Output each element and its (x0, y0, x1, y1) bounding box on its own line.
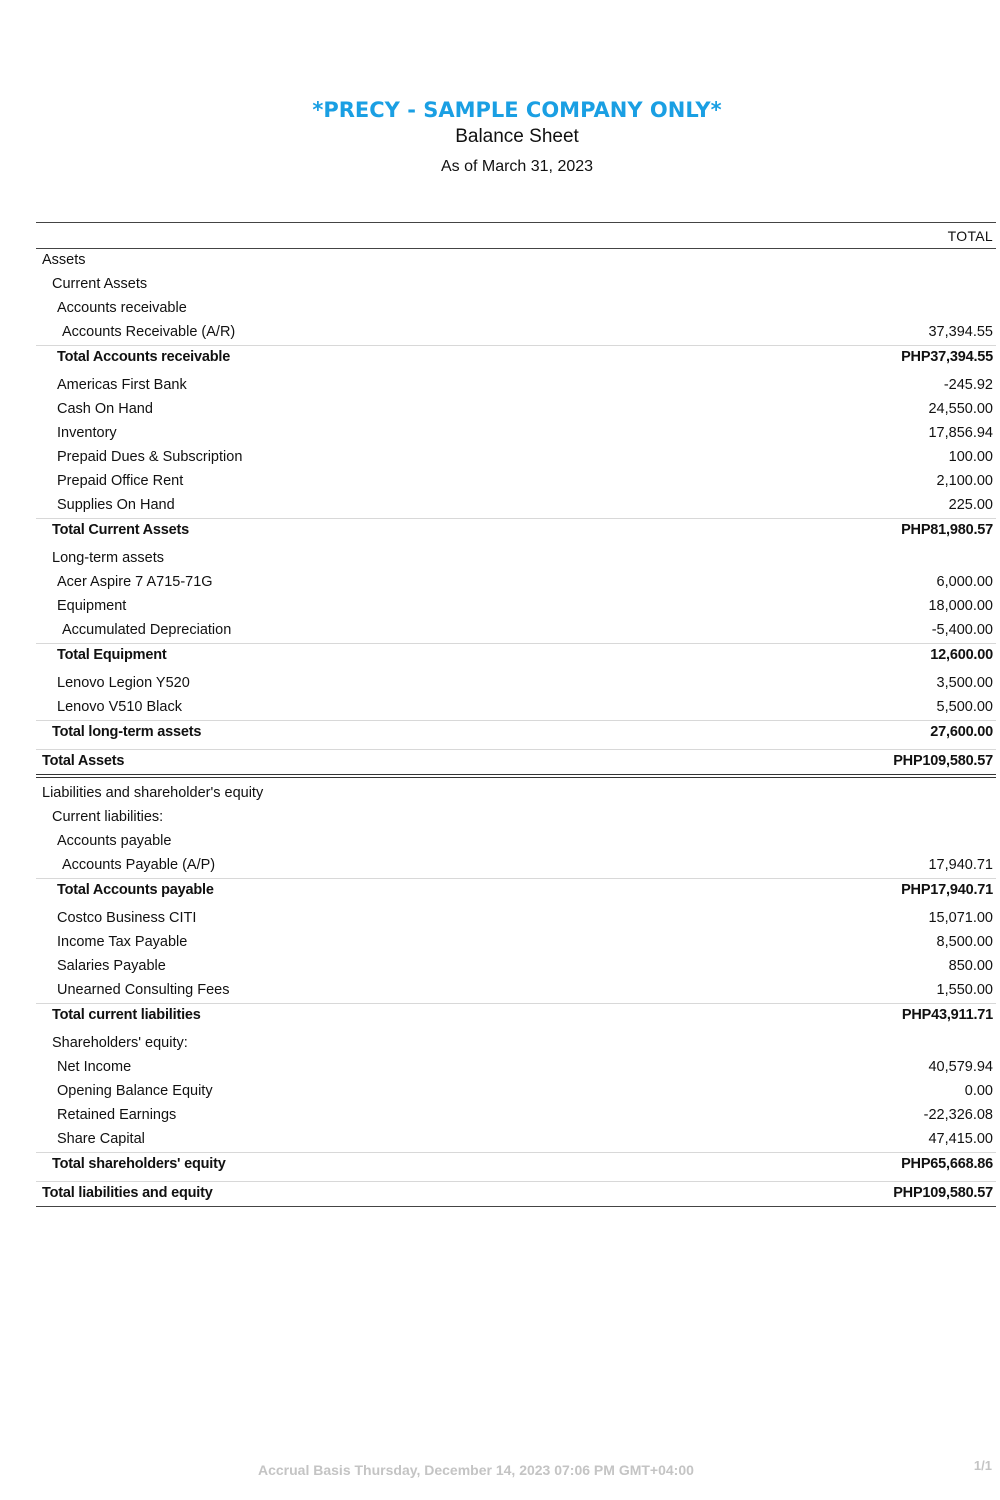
table-row (36, 273, 996, 297)
footer-basis-timestamp: Accrual Basis Thursday, December 14, 2023 07:06 PM GMT+04:00 (258, 1462, 694, 1478)
table-row (36, 907, 996, 931)
table-row (36, 249, 996, 273)
page-number: 1/1 (973, 1458, 992, 1473)
row-amount: 15,071.00 (928, 910, 993, 926)
table-row (36, 398, 996, 422)
row-label: Accounts receivable (57, 300, 187, 316)
balance-sheet-table (36, 222, 996, 1207)
table-row (36, 931, 996, 955)
row-amount: 6,000.00 (936, 574, 993, 590)
row-amount: 8,500.00 (936, 934, 993, 950)
row-label: Accumulated Depreciation (62, 622, 232, 638)
row-label: Opening Balance Equity (57, 1083, 213, 1099)
row-label: Prepaid Office Rent (57, 473, 184, 489)
row-amount: PHP17,940.71 (901, 882, 993, 898)
total-row (36, 1003, 996, 1028)
table-row (36, 1056, 996, 1080)
column-header-row (36, 222, 996, 249)
table-row (36, 321, 996, 345)
row-amount: 225.00 (948, 497, 993, 513)
row-label: Total liabilities and equity (42, 1185, 213, 1201)
total-row (36, 878, 996, 903)
row-label: Retained Earnings (57, 1107, 177, 1123)
table-row (36, 446, 996, 470)
row-label: Unearned Consulting Fees (57, 982, 230, 998)
row-amount: PHP43,911.71 (901, 1007, 993, 1023)
row-label: Total Current Assets (52, 522, 189, 538)
row-label: Accounts payable (57, 833, 172, 849)
total-row (36, 518, 996, 543)
row-label: Current Assets (52, 276, 148, 292)
total-row (36, 1152, 996, 1177)
row-label: Current liabilities: (52, 809, 164, 825)
table-row (36, 547, 996, 571)
row-amount: -5,400.00 (931, 622, 993, 638)
row-label: Income Tax Payable (57, 934, 188, 950)
row-label: Prepaid Dues & Subscription (57, 449, 243, 465)
report-header (0, 94, 1000, 178)
report-date: As of March 31, 2023 (440, 158, 594, 175)
row-label: Long-term assets (52, 550, 165, 566)
row-label: Inventory (57, 425, 117, 441)
table-row (36, 854, 996, 878)
row-amount: 2,100.00 (936, 473, 993, 489)
row-label: Total Assets (42, 753, 125, 769)
table-row (36, 1032, 996, 1056)
row-label: Accounts Receivable (A/R) (62, 324, 236, 340)
report-title: Balance Sheet (455, 126, 579, 147)
row-amount: 17,856.94 (928, 425, 993, 441)
row-amount: 40,579.94 (928, 1059, 993, 1075)
row-label: Total Equipment (57, 647, 167, 663)
table-row (36, 297, 996, 321)
total-row (36, 643, 996, 668)
row-amount: 850.00 (948, 958, 993, 974)
row-amount: 5,500.00 (936, 699, 993, 715)
row-amount: -245.92 (943, 377, 993, 393)
row-amount: 3,500.00 (936, 675, 993, 691)
row-label: Total current liabilities (52, 1007, 201, 1023)
table-row (36, 422, 996, 446)
table-row (36, 830, 996, 854)
row-amount: 17,940.71 (928, 857, 993, 873)
total-row (36, 345, 996, 370)
table-row (36, 696, 996, 720)
row-label: Supplies On Hand (57, 497, 175, 513)
row-label: Lenovo Legion Y520 (57, 675, 190, 691)
table-row (36, 672, 996, 696)
table-row (36, 1128, 996, 1152)
total-row (36, 749, 996, 778)
table-row (36, 595, 996, 619)
table-row (36, 806, 996, 830)
row-label: Acer Aspire 7 A715-71G (57, 574, 213, 590)
row-amount: 0.00 (964, 1083, 993, 1099)
row-amount: -22,326.08 (923, 1107, 993, 1123)
row-label: Shareholders' equity: (52, 1035, 188, 1051)
row-amount: 37,394.55 (928, 324, 993, 340)
row-label: Total Accounts receivable (57, 349, 231, 365)
row-amount: 12,600.00 (930, 647, 993, 663)
company-name: *PRECY - SAMPLE COMPANY ONLY* (312, 98, 722, 122)
row-label: Net Income (57, 1059, 132, 1075)
total-row (36, 720, 996, 745)
row-label: Costco Business CITI (57, 910, 197, 926)
row-amount: 27,600.00 (930, 724, 993, 740)
table-body (36, 249, 996, 1207)
row-label: Total shareholders' equity (52, 1156, 226, 1172)
column-header-total: TOTAL (947, 228, 993, 244)
row-amount: 47,415.00 (928, 1131, 993, 1147)
table-row (36, 1080, 996, 1104)
table-row (36, 782, 996, 806)
row-label: Assets (42, 252, 86, 268)
row-amount: PHP109,580.57 (893, 1185, 993, 1201)
row-amount: PHP37,394.55 (901, 349, 993, 365)
table-row (36, 619, 996, 643)
row-amount: PHP109,580.57 (893, 753, 993, 769)
row-amount: PHP81,980.57 (901, 522, 993, 538)
row-amount: 100.00 (948, 449, 993, 465)
row-label: Salaries Payable (57, 958, 166, 974)
row-label: Equipment (57, 598, 127, 614)
row-amount: PHP65,668.86 (901, 1156, 993, 1172)
row-amount: 24,550.00 (928, 401, 993, 417)
row-label: Total long-term assets (52, 724, 202, 740)
row-label: Share Capital (57, 1131, 145, 1147)
table-row (36, 494, 996, 518)
row-label: Lenovo V510 Black (57, 699, 182, 715)
row-label: Liabilities and shareholder's equity (42, 785, 264, 801)
table-row (36, 1104, 996, 1128)
row-label: Americas First Bank (57, 377, 187, 393)
row-amount: 18,000.00 (928, 598, 993, 614)
table-row (36, 470, 996, 494)
table-row (36, 979, 996, 1003)
table-row (36, 571, 996, 595)
row-label: Total Accounts payable (57, 882, 214, 898)
row-label: Accounts Payable (A/P) (62, 857, 216, 873)
total-row (36, 1181, 996, 1207)
table-row (36, 374, 996, 398)
row-amount: 1,550.00 (936, 982, 993, 998)
row-label: Cash On Hand (57, 401, 153, 417)
table-row (36, 955, 996, 979)
